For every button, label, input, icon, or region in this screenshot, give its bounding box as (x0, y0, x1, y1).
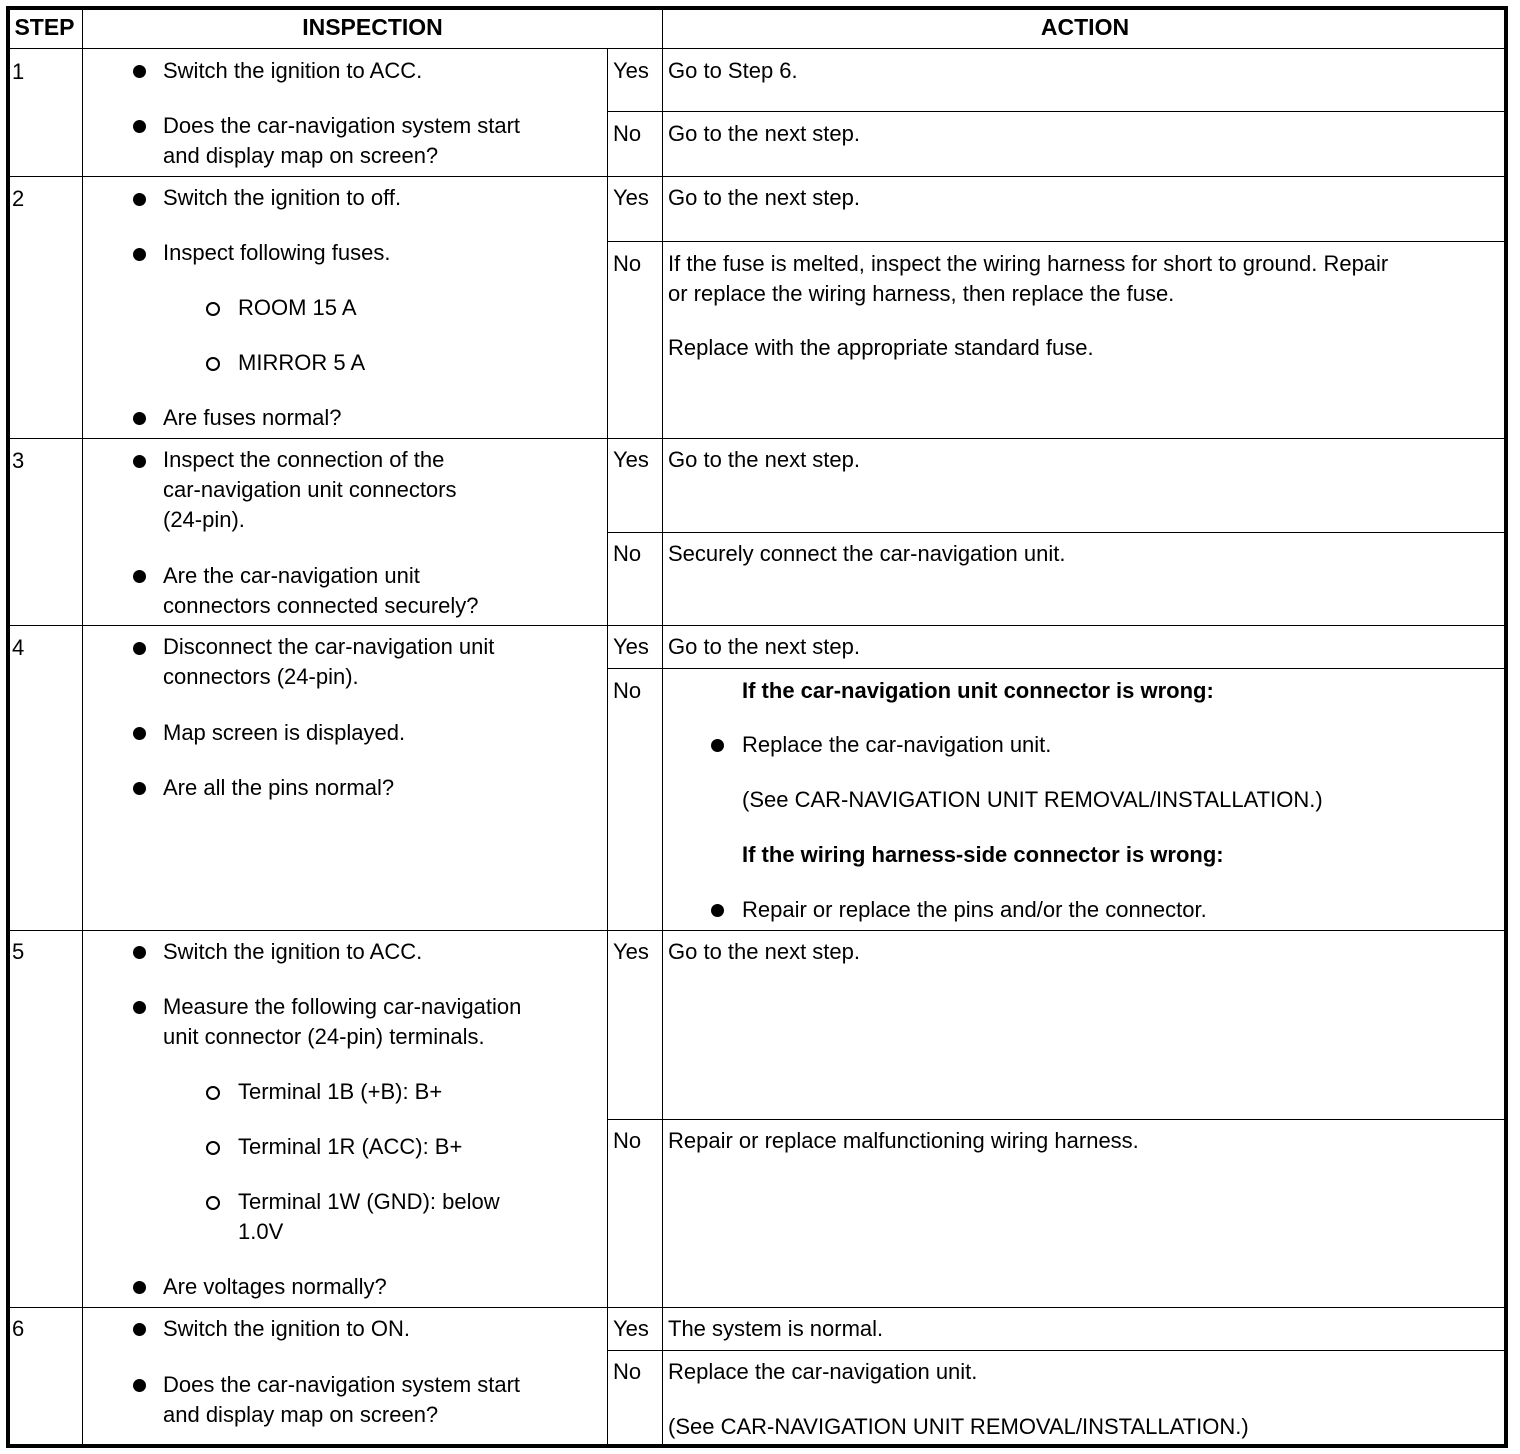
bullet-icon (711, 739, 724, 752)
no-label-cell (607, 668, 663, 931)
inspection-item: Switch the ignition to off. (163, 185, 402, 210)
no-action-note: (See CAR-NAVIGATION UNIT REMOVAL/INSTALLATION.) (742, 787, 1323, 812)
no-label: No (613, 1128, 642, 1153)
inspection-subitem: MIRROR 5 A (238, 350, 366, 375)
inspection-item: Inspect the connection of the (163, 447, 445, 472)
header-inspection-label: INSPECTION (302, 14, 443, 40)
inspection-cell (82, 930, 608, 1308)
inspection-item: Switch the ignition to ACC. (163, 939, 423, 964)
step-number: 5 (12, 939, 25, 964)
bullet-icon (133, 727, 146, 740)
header-action (662, 6, 1508, 49)
bullet-icon (133, 1379, 146, 1392)
inspection-item: Disconnect the car-navigation unit (163, 634, 495, 659)
no-action-note: (See CAR-NAVIGATION UNIT REMOVAL/INSTALLATION.) (668, 1414, 1249, 1439)
yes-label: Yes (613, 939, 649, 964)
step-number-cell (6, 930, 83, 1308)
sub-bullet-icon (206, 1141, 220, 1155)
no-label: No (613, 121, 642, 146)
bullet-icon (133, 65, 146, 78)
yes-action: Go to the next step. (668, 939, 861, 964)
inspection-item: and display map on screen? (163, 143, 439, 168)
yes-label: Yes (613, 185, 649, 210)
bullet-icon (133, 1001, 146, 1014)
sub-bullet-icon (206, 302, 220, 316)
yes-action: Go to the next step. (668, 634, 861, 659)
step-number: 6 (12, 1316, 25, 1341)
yes-label: Yes (613, 1316, 649, 1341)
inspection-item: Measure the following car-navigation (163, 994, 522, 1019)
inspection-item: Are all the pins normal? (163, 775, 395, 800)
inspection-subitem: Terminal 1W (GND): below (238, 1189, 500, 1214)
inspection-item: Are the car-navigation unit (163, 563, 420, 588)
inspection-subitem: 1.0V (238, 1219, 284, 1244)
no-action: Securely connect the car-navigation unit. (668, 541, 1066, 566)
header-action-label: ACTION (1040, 14, 1130, 40)
bullet-icon (133, 120, 146, 133)
bullet-icon (133, 1323, 146, 1336)
inspection-item: Inspect following fuses. (163, 240, 391, 265)
no-label: No (613, 251, 642, 276)
yes-label: Yes (613, 634, 649, 659)
inspection-item: car-navigation unit connectors (163, 477, 457, 502)
inspection-subitem: Terminal 1R (ACC): B+ (238, 1134, 463, 1159)
yes-action: Go to Step 6. (668, 58, 798, 83)
condition-heading: If the wiring harness-side connector is wrong: (742, 842, 1224, 867)
inspection-subitem: Terminal 1B (+B): B+ (238, 1079, 443, 1104)
no-label: No (613, 541, 642, 566)
inspection-subitem: ROOM 15 A (238, 295, 357, 320)
no-action: Replace the car-navigation unit. (742, 732, 1052, 757)
bullet-icon (133, 782, 146, 795)
inspection-item: Are fuses normal? (163, 405, 342, 430)
step-number: 3 (12, 448, 25, 473)
step-number: 4 (12, 635, 25, 660)
sub-bullet-icon (206, 357, 220, 371)
inspection-item: (24-pin). (163, 507, 245, 532)
inspection-item: Does the car-navigation system start (163, 113, 521, 138)
sub-bullet-icon (206, 1196, 220, 1210)
header-step (6, 6, 83, 49)
sub-bullet-icon (206, 1086, 220, 1100)
bullet-icon (133, 642, 146, 655)
inspection-item: connectors (24-pin). (163, 664, 359, 689)
bullet-icon (133, 1281, 146, 1294)
no-action: or replace the wiring harness, then replace the fuse. (668, 281, 1175, 306)
inspection-item: Are voltages normally? (163, 1274, 387, 1299)
step-number-cell (6, 625, 83, 931)
no-action: Replace the car-navigation unit. (668, 1359, 978, 1384)
header-step-label: STEP (14, 14, 75, 40)
bullet-icon (133, 193, 146, 206)
no-label: No (613, 678, 642, 703)
step-number-cell (6, 176, 83, 439)
no-action-note: Replace with the appropriate standard fuse. (668, 335, 1094, 360)
no-action: Go to the next step. (668, 121, 861, 146)
diagnostic-table (6, 6, 1508, 1448)
yes-action: The system is normal. (668, 1316, 884, 1341)
yes-action: Go to the next step. (668, 447, 861, 472)
inspection-item: connectors connected securely? (163, 593, 479, 618)
bullet-icon (133, 455, 146, 468)
no-action: If the fuse is melted, inspect the wiring harness for short to ground. Repair (668, 251, 1389, 276)
inspection-item: and display map on screen? (163, 1402, 439, 1427)
header-inspection (82, 6, 663, 49)
yes-action: Go to the next step. (668, 185, 861, 210)
bullet-icon (133, 946, 146, 959)
no-label: No (613, 1359, 642, 1384)
inspection-item: Switch the ignition to ON. (163, 1316, 411, 1341)
bullet-icon (711, 904, 724, 917)
step-number: 2 (12, 186, 25, 211)
bullet-icon (133, 412, 146, 425)
inspection-item: Switch the ignition to ACC. (163, 58, 423, 83)
inspection-item: Does the car-navigation system start (163, 1372, 521, 1397)
inspection-item: unit connector (24-pin) terminals. (163, 1024, 485, 1049)
step-number: 1 (12, 59, 25, 84)
yes-label: Yes (613, 58, 649, 83)
yes-label: Yes (613, 447, 649, 472)
bullet-icon (133, 570, 146, 583)
bullet-icon (133, 248, 146, 261)
condition-heading: If the car-navigation unit connector is wrong: (742, 678, 1214, 703)
no-action: Repair or replace the pins and/or the connector. (742, 897, 1207, 922)
no-action: Repair or replace malfunctioning wiring harness. (668, 1128, 1139, 1153)
inspection-item: Map screen is displayed. (163, 720, 406, 745)
